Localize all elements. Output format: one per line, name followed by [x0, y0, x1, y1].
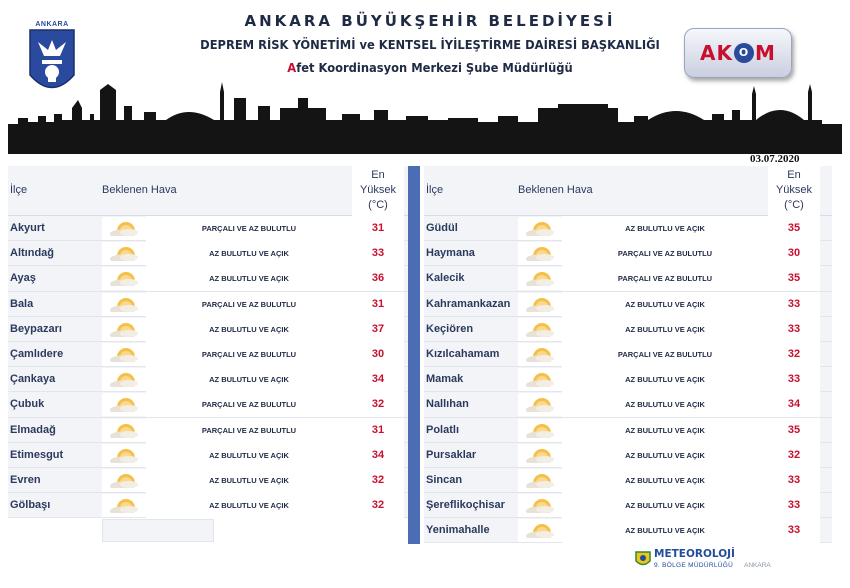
table-row: [424, 216, 832, 241]
district-name: Bala: [10, 297, 34, 310]
weather-description: AZ BULUTLU VE AÇIK: [146, 468, 352, 493]
district-name: Kalecik: [426, 272, 465, 285]
title-municipality: ANKARA BÜYÜKŞEHİR BELEDİYESİ: [244, 12, 616, 30]
max-temperature: 33: [768, 468, 820, 493]
partly-cloudy-icon: [102, 393, 146, 416]
partly-cloudy-icon: [518, 469, 562, 492]
weather-description: AZ BULUTLU VE AÇIK: [146, 367, 352, 392]
meteorology-region: 9. BÖLGE MÜDÜRLÜĞÜ: [654, 562, 734, 569]
district-name: Çubuk: [10, 398, 45, 411]
max-temperature: 36: [352, 266, 404, 291]
district-name: Haymana: [426, 247, 475, 260]
weather-description: AZ BULUTLU VE AÇIK: [146, 266, 352, 291]
max-temperature: 32: [768, 342, 820, 367]
weather-description: PARÇALI VE AZ BULUTLU: [146, 342, 352, 367]
weather-description: PARÇALI VE AZ BULUTLU: [146, 216, 352, 241]
table-row: [424, 392, 832, 417]
district-name: Çankaya: [10, 373, 56, 386]
table-row: [424, 266, 832, 291]
district-name: Pursaklar: [426, 448, 477, 461]
weather-description: AZ BULUTLU VE AÇIK: [562, 493, 768, 518]
district-name: Kızılcahamam: [426, 347, 500, 360]
weather-description: PARÇALI VE AZ BULUTLU: [146, 392, 352, 417]
weather-description: AZ BULUTLU VE AÇIK: [562, 468, 768, 493]
header-district: İlçe: [426, 184, 444, 196]
weather-description: AZ BULUTLU VE AÇIK: [146, 493, 352, 518]
district-name: Polatlı: [426, 423, 460, 436]
table-row: [8, 266, 416, 291]
max-temperature: 35: [768, 418, 820, 443]
partly-cloudy-icon: [518, 267, 562, 290]
table-row: [8, 493, 416, 518]
district-name: Etimesgut: [10, 448, 64, 461]
header-expected-weather: Beklenen Hava: [518, 184, 593, 196]
partly-cloudy-icon: [102, 242, 146, 265]
partly-cloudy-icon: [518, 242, 562, 265]
weather-description: AZ BULUTLU VE AÇIK: [562, 443, 768, 468]
table-row: [8, 292, 416, 317]
table-row: [424, 468, 832, 493]
weather-description: PARÇALI VE AZ BULUTLU: [562, 342, 768, 367]
weather-description: PARÇALI VE AZ BULUTLU: [146, 292, 352, 317]
district-name: Şereflikoçhisar: [426, 499, 505, 512]
table-row: [424, 367, 832, 392]
partly-cloudy-icon: [102, 293, 146, 316]
table-row: [8, 317, 416, 342]
weather-description: PARÇALI VE AZ BULUTLU: [146, 418, 352, 443]
district-name: Akyurt: [10, 222, 45, 234]
max-temperature: 32: [352, 493, 404, 518]
partly-cloudy-icon: [102, 368, 146, 391]
district-name: Altındağ: [10, 247, 54, 260]
max-temperature: 31: [352, 292, 404, 317]
meteorology-icon: [634, 550, 652, 568]
table-row: [8, 241, 416, 266]
partly-cloudy-icon: [102, 343, 146, 366]
max-temperature: 37: [352, 317, 404, 342]
max-temperature: 35: [768, 216, 820, 241]
forecast-table-left: [8, 166, 416, 543]
weather-description: AZ BULUTLU VE AÇIK: [562, 292, 768, 317]
table-row: [8, 443, 416, 468]
district-name: Beypazarı: [10, 322, 62, 335]
max-temperature: 32: [352, 392, 404, 417]
table-header: [424, 166, 832, 216]
district-name: Evren: [10, 473, 41, 486]
partly-cloudy-icon: [518, 494, 562, 517]
table-row-empty: [8, 518, 416, 543]
weather-description: AZ BULUTLU VE AÇIK: [562, 216, 768, 241]
table-row: [424, 292, 832, 317]
partly-cloudy-icon: [518, 217, 562, 240]
district-name: Ayaş: [10, 272, 36, 285]
table-row: [424, 493, 832, 518]
weather-description: AZ BULUTLU VE AÇIK: [146, 317, 352, 342]
weather-description: AZ BULUTLU VE AÇIK: [146, 443, 352, 468]
district-name: Yenimahalle: [426, 524, 490, 537]
partly-cloudy-icon: [518, 393, 562, 416]
city-skyline: [8, 78, 842, 154]
weather-description: PARÇALI VE AZ BULUTLU: [562, 266, 768, 291]
district-name: Kahramankazan: [426, 297, 511, 310]
header-district: İlçe: [10, 184, 28, 196]
max-temperature: 33: [768, 518, 820, 543]
report-date: 03.07.2020: [750, 153, 800, 165]
partly-cloudy-icon: [102, 217, 146, 240]
table-row: [8, 392, 416, 417]
district-name: Gölbaşı: [10, 499, 51, 512]
table-row: [424, 342, 832, 367]
max-temperature: 32: [768, 443, 820, 468]
table-row: [8, 468, 416, 493]
akom-logo: [684, 28, 792, 78]
district-name: Sincan: [426, 473, 463, 486]
table-body: [8, 216, 416, 518]
max-temperature: 34: [768, 392, 820, 417]
weather-description: AZ BULUTLU VE AÇIK: [562, 518, 768, 543]
max-temperature: 33: [768, 317, 820, 342]
partly-cloudy-icon: [518, 343, 562, 366]
table-row: [424, 241, 832, 266]
district-name: Çamlıdere: [10, 347, 64, 360]
partly-cloudy-icon: [102, 469, 146, 492]
forecast-table-right: [424, 166, 832, 543]
partly-cloudy-icon: [518, 368, 562, 391]
table-divider: [408, 166, 420, 544]
table-row: [8, 216, 416, 241]
title-branch-rest: fet Koordinasyon Merkezi Şube Müdürlüğü: [296, 60, 573, 75]
akom-letter-m: M: [755, 41, 776, 65]
partly-cloudy-icon: [518, 444, 562, 467]
title-branch-initial: A: [287, 60, 297, 75]
partly-cloudy-icon: [518, 519, 562, 542]
logo-text: ANKARA: [35, 21, 69, 28]
max-temperature: 33: [768, 493, 820, 518]
max-temperature: 34: [352, 367, 404, 392]
meteorology-city: ANKARA: [744, 562, 771, 569]
meteorology-name: METEOROLOJİ: [654, 548, 735, 560]
max-temperature: 34: [352, 443, 404, 468]
table-row: [424, 418, 832, 443]
table-row: [8, 418, 416, 443]
partly-cloudy-icon: [102, 318, 146, 341]
table-row: [424, 518, 832, 543]
header-max-temp: En Yüksek (°C): [352, 166, 404, 216]
weather-description: AZ BULUTLU VE AÇIK: [562, 418, 768, 443]
max-temperature: 33: [768, 292, 820, 317]
table-body: [424, 216, 832, 543]
table-row: [8, 367, 416, 392]
max-temperature: 31: [352, 216, 404, 241]
akom-letters-ak: AK: [700, 41, 734, 65]
title-branch: [246, 60, 614, 75]
table-row: [424, 443, 832, 468]
table-row: [424, 317, 832, 342]
district-name: Nallıhan: [426, 398, 469, 411]
partly-cloudy-icon: [102, 494, 146, 517]
weather-description: AZ BULUTLU VE AÇIK: [562, 392, 768, 417]
district-name: Güdül: [426, 222, 458, 234]
max-temperature: 35: [768, 266, 820, 291]
district-name: Keçiören: [426, 322, 474, 335]
district-name: Mamak: [426, 373, 464, 386]
weather-description: PARÇALI VE AZ BULUTLU: [562, 241, 768, 266]
header-max-temp: En Yüksek (°C): [768, 166, 820, 216]
partly-cloudy-icon: [518, 419, 562, 442]
max-temperature: 31: [352, 418, 404, 443]
partly-cloudy-icon: [102, 444, 146, 467]
partly-cloudy-icon: [518, 318, 562, 341]
partly-cloudy-icon: [102, 267, 146, 290]
district-name: Elmadağ: [10, 423, 56, 436]
max-temperature: 33: [768, 367, 820, 392]
header-expected-weather: Beklenen Hava: [102, 184, 177, 196]
weather-description: AZ BULUTLU VE AÇIK: [562, 367, 768, 392]
max-temperature: 33: [352, 241, 404, 266]
max-temperature: 30: [768, 241, 820, 266]
weather-description: AZ BULUTLU VE AÇIK: [562, 317, 768, 342]
title-department: DEPREM RİSK YÖNETİMİ ve KENTSEL İYİLEŞTİRME DAİRESİ BAŞKANLIĞI: [200, 37, 660, 52]
table-row: [8, 342, 416, 367]
max-temperature: 30: [352, 342, 404, 367]
table-header: [8, 166, 416, 216]
weather-description: AZ BULUTLU VE AÇIK: [146, 241, 352, 266]
partly-cloudy-icon: [518, 293, 562, 316]
max-temperature: 32: [352, 468, 404, 493]
partly-cloudy-icon: [102, 419, 146, 442]
akom-letter-o: O: [734, 43, 754, 63]
